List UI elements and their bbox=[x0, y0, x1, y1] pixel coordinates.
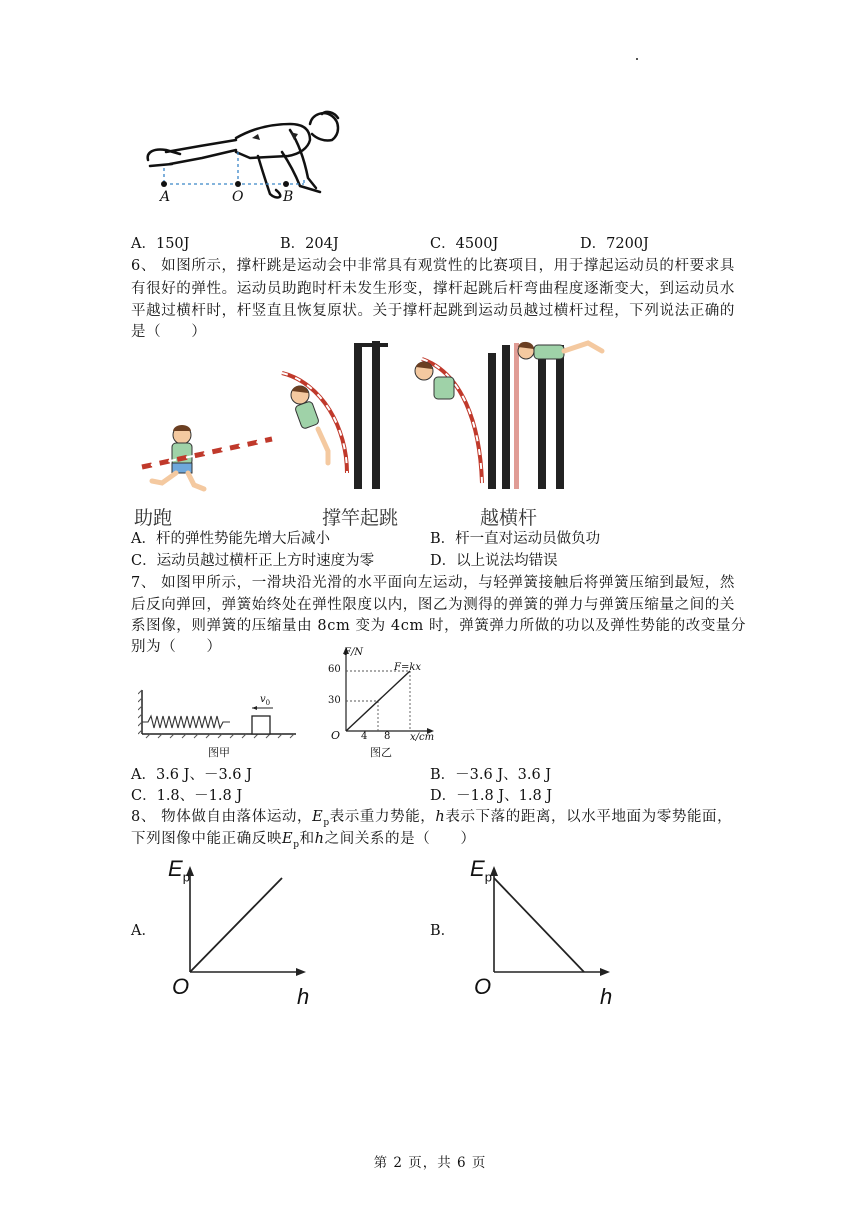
caption-clear-bar: 越横杆 bbox=[480, 507, 538, 529]
q6-option-b[interactable]: B．杆一直对运动员做负功 bbox=[430, 531, 601, 547]
caption-run: 助跑 bbox=[134, 507, 173, 529]
q6-stem-line-2: 有很好的弹性。运动员助跑时杆未发生形变，撑杆起跳后杆弯曲程度逐渐变大，到运动员水 bbox=[131, 281, 735, 297]
q7-option-b[interactable]: B．－3.6 J、3.6 J bbox=[430, 767, 552, 783]
q5-option-c[interactable]: C．4500J bbox=[430, 236, 499, 252]
pushup-figure bbox=[140, 108, 360, 208]
chart-ytick-60: 60 bbox=[328, 664, 341, 675]
page-dot bbox=[636, 58, 638, 60]
fig-yi-caption: 图乙 bbox=[370, 746, 392, 759]
point-label-o: O bbox=[232, 189, 244, 205]
point-label-a: A bbox=[160, 189, 171, 205]
chart-ylabel: F/N bbox=[344, 647, 364, 658]
q7-option-d[interactable]: D．－1.8 J、1.8 J bbox=[430, 788, 553, 804]
chart-formula: F=kx bbox=[394, 662, 422, 673]
page-footer: 第 2 页，共 6 页 bbox=[373, 1155, 487, 1171]
q7-stem-line-4: 别为（ ） bbox=[131, 639, 222, 655]
q7-stem-line-1: 7、 如图甲所示，一滑块沿光滑的水平面向左运动，与轻弹簧接触后将弹簧压缩到最短，然 bbox=[131, 575, 735, 591]
q6-stem-line-3: 平越过横杆时，杆竖直且恢复原状。关于撑杆起跳到运动员越过横杆过程，下列说法正确的 bbox=[131, 303, 735, 319]
graph-b-ylabel: $E_p$ bbox=[470, 856, 492, 885]
graph-a-xlabel: h bbox=[297, 984, 310, 1009]
q7-option-a[interactable]: A．3.6 J、－3.6 J bbox=[131, 767, 252, 783]
pole-vault-figure bbox=[132, 333, 622, 495]
graph-a-ylabel: $E_p$ bbox=[168, 856, 190, 885]
q8-stem-line-1: 8、 物体做自由落体运动，$E_p$表示重力势能，h表示下落的距离，以水平地面为零势能面， bbox=[131, 809, 733, 828]
q5-option-a[interactable]: A．150J bbox=[131, 236, 190, 252]
graph-b-xlabel: h bbox=[600, 984, 613, 1009]
force-compression-chart bbox=[326, 645, 436, 745]
velocity-label: $v_0$ bbox=[260, 694, 271, 707]
chart-origin: O bbox=[331, 729, 341, 742]
q7-stem-line-3: 系图像，则弹簧的压缩量由 8cm 变为 4cm 时，弹簧弹力所做的功以及弹性势能的改变量分 bbox=[131, 618, 747, 634]
q8-option-a-label[interactable]: A． bbox=[131, 923, 156, 939]
q8-stem-line-2: 下列图像中能正确反映$E_p$和h之间关系的是（ ） bbox=[131, 831, 476, 850]
q6-stem-line-4: 是（ ） bbox=[131, 324, 207, 340]
q6-stem-line-1: 6、 如图所示，撑杆跳是运动会中非常具有观赏性的比赛项目，用于撑起运动员的杆要求具 bbox=[131, 258, 735, 274]
chart-xtick-4: 4 bbox=[361, 731, 368, 742]
fig-jia-caption: 图甲 bbox=[208, 746, 230, 759]
chart-xtick-8: 8 bbox=[384, 731, 391, 742]
q6-option-c[interactable]: C．运动员越过横杆正上方时速度为零 bbox=[131, 553, 375, 569]
q6-option-d[interactable]: D．以上说法均错误 bbox=[430, 553, 558, 569]
chart-xlabel: x/cm bbox=[410, 732, 435, 743]
q5-option-d[interactable]: D．7200J bbox=[580, 236, 649, 252]
graph-a-origin: O bbox=[172, 974, 190, 999]
spring-block-figure bbox=[138, 688, 298, 748]
q7-option-c[interactable]: C．1.8、－1.8 J bbox=[131, 788, 243, 804]
graph-b-origin: O bbox=[474, 974, 492, 999]
q7-stem-line-2: 后反向弹回，弹簧始终处在弹性限度以内，图乙为测得的弹簧的弹力与弹簧压缩量之间的关 bbox=[131, 597, 735, 613]
chart-ytick-30: 30 bbox=[328, 695, 341, 706]
q8-option-b-label[interactable]: B． bbox=[430, 923, 456, 939]
point-label-b: B bbox=[283, 189, 294, 205]
q5-option-b[interactable]: B．204J bbox=[280, 236, 339, 252]
caption-takeoff: 撑竿起跳 bbox=[322, 507, 399, 529]
q6-option-a[interactable]: A．杆的弹性势能先增大后减小 bbox=[131, 531, 330, 547]
